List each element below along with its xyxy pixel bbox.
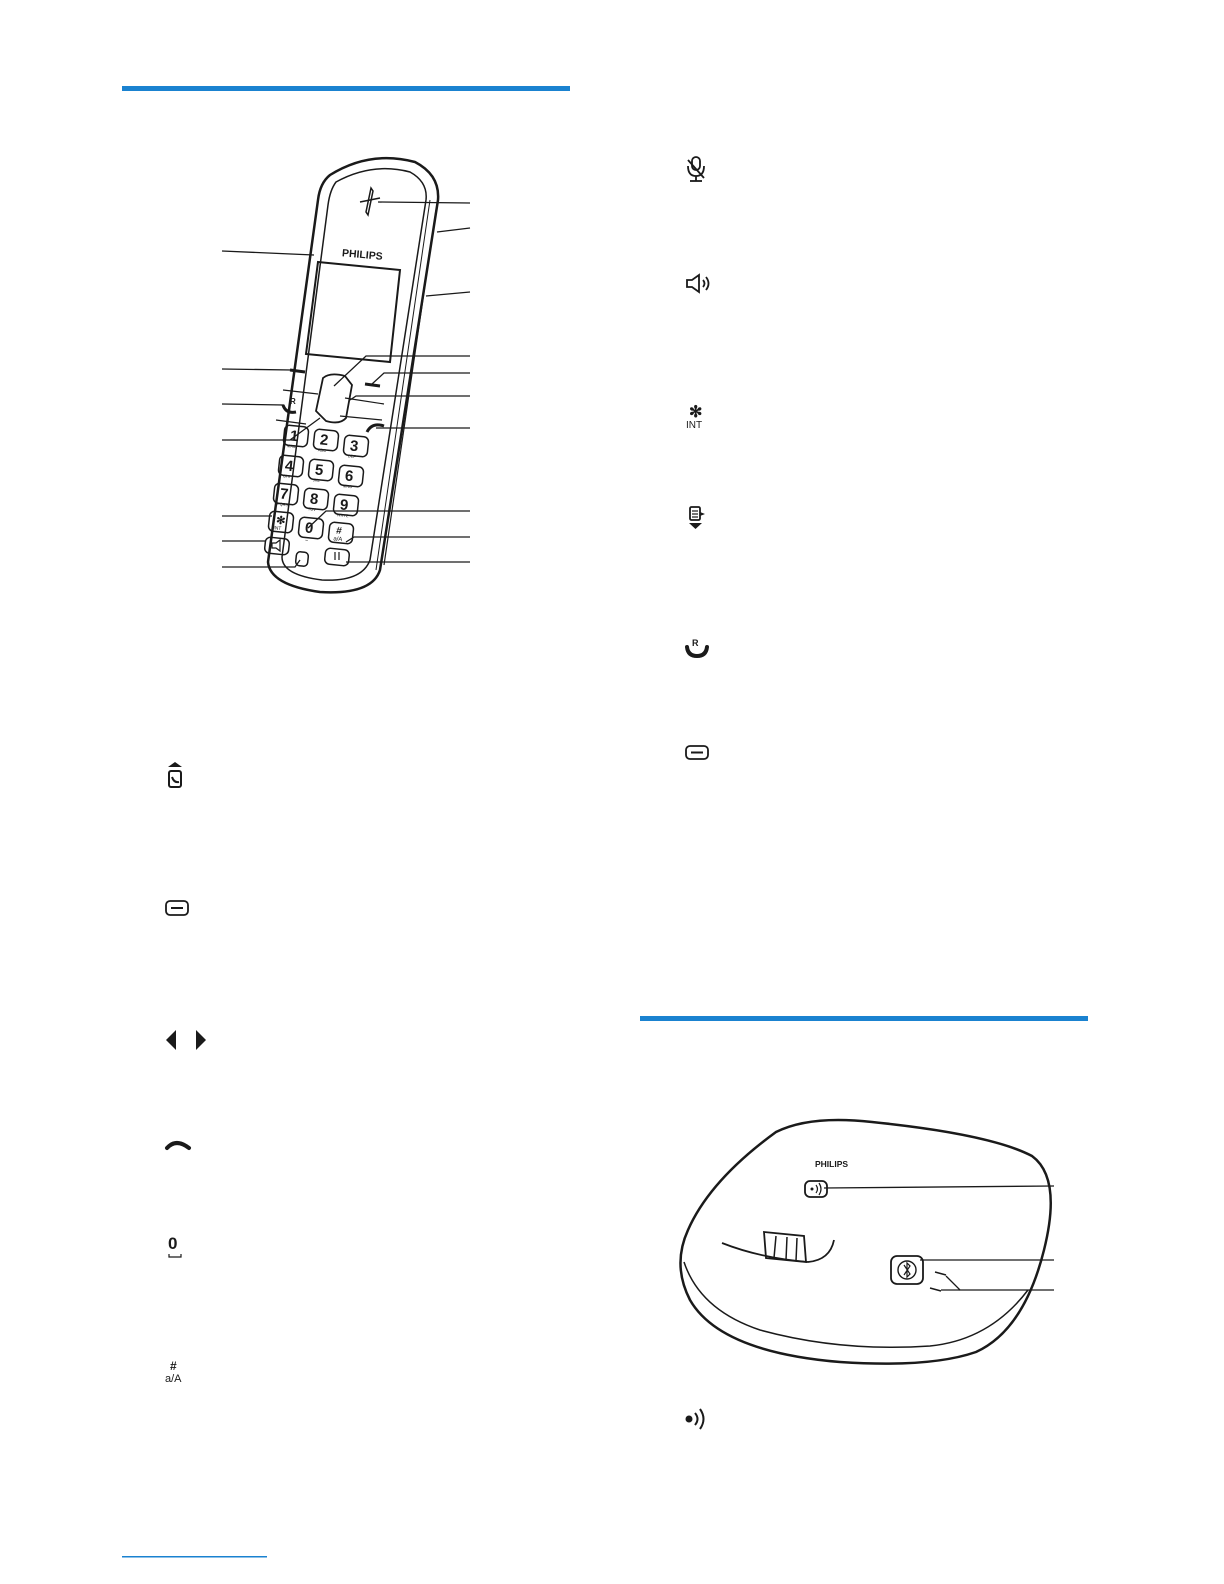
star-intercom-symbol: ✻: [689, 404, 703, 421]
hash-key-symbol: #: [335, 525, 343, 538]
hash-key-label: a/A: [332, 536, 343, 544]
key-1: 1: [289, 427, 300, 446]
hash-case-label: a/A: [165, 1373, 182, 1385]
key-2-letters: ABC: [317, 447, 327, 454]
key-4-letters: GHI: [282, 473, 291, 479]
base-brand: PHILIPS: [815, 1159, 849, 1169]
footer-rule: [122, 1556, 267, 1558]
key-1-letters: MAIL: [286, 443, 297, 450]
mute-microphone-icon: [688, 157, 704, 181]
star-key-label: INT: [272, 525, 282, 533]
base-callout-lines: [824, 1186, 1054, 1290]
end-call-icon: [167, 1143, 189, 1148]
bluetooth-glyph: [904, 1263, 910, 1277]
paging-button-glyph: [813, 1183, 821, 1195]
key-6-letters: MNO: [342, 483, 353, 490]
key-3-letters: DEF: [347, 453, 357, 460]
soft-key-icon: [686, 746, 708, 759]
star-key-symbol: ✻: [275, 514, 286, 528]
key-7: 7: [279, 485, 290, 504]
key-2: 2: [319, 431, 330, 450]
key-8: 8: [309, 490, 320, 509]
handset-illustration: [264, 158, 438, 592]
recall-icon-label: R: [692, 638, 699, 648]
key-9: 9: [339, 496, 350, 515]
key-0: 0: [304, 519, 315, 538]
key-5: 5: [314, 461, 325, 480]
star-intercom-label: INT: [686, 420, 703, 431]
key-7-letters: PQRS: [276, 501, 289, 508]
handset-brand: PHILIPS: [341, 247, 384, 263]
phonebook-down-icon: [689, 507, 705, 529]
hash-case-icon: [165, 1359, 182, 1385]
recall-key-label: R: [290, 397, 296, 406]
base-section-rule: [640, 1016, 1088, 1021]
soft-key-icon: [166, 901, 188, 915]
hash-case-symbol: #: [170, 1359, 177, 1373]
zero-space-digit: 0: [168, 1234, 178, 1253]
key-3: 3: [349, 437, 360, 456]
base-labels: [811, 1159, 911, 1277]
key-0-letters: ⎵: [305, 535, 309, 542]
key-4: 4: [284, 457, 295, 476]
zero-space-icon: [168, 1234, 181, 1257]
handset-section-rule: [122, 86, 570, 91]
star-intercom-icon: [686, 404, 702, 431]
paging-icon: [686, 1409, 704, 1429]
recall-icon: [687, 638, 707, 656]
key-9-letters: WXYZ: [336, 512, 349, 519]
key-6: 6: [344, 467, 355, 486]
key-8-letters: TUV: [307, 506, 317, 513]
key-5-letters: JKL: [312, 477, 321, 483]
left-right-arrows-icon: [166, 1030, 206, 1050]
speaker-icon: [687, 275, 709, 292]
base-station-illustration: [680, 1120, 1050, 1364]
call-list-up-icon: [168, 762, 182, 787]
